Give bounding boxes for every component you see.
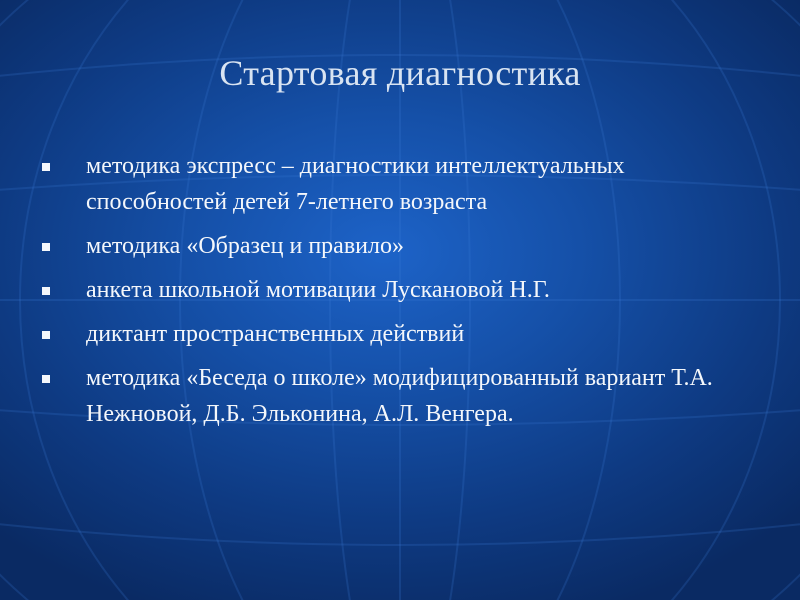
bullet-item bbox=[40, 228, 760, 264]
bullet-item bbox=[40, 360, 760, 432]
bullet-text: диктант пространственных действий bbox=[86, 321, 465, 347]
bullet-item bbox=[40, 316, 760, 352]
bullet-text: методика «Образец и правило» bbox=[86, 233, 404, 259]
square-bullet-icon bbox=[42, 375, 50, 383]
bullet-list bbox=[40, 148, 760, 440]
bullet-item bbox=[40, 148, 760, 220]
square-bullet-icon bbox=[42, 163, 50, 171]
bullet-item bbox=[40, 272, 760, 308]
bullet-text: методика «Беседа о школе» модифицированный вариант Т.А. Нежновой, Д.Б. Эльконина, А.Л. Венгера. bbox=[86, 365, 713, 427]
square-bullet-icon bbox=[42, 243, 50, 251]
bullet-text: анкета школьной мотивации Лускановой Н.Г. bbox=[86, 277, 550, 303]
square-bullet-icon bbox=[42, 287, 50, 295]
slide-title: Стартовая диагностика bbox=[219, 53, 581, 93]
bullet-text: методика экспресс – диагностики интеллектуальных способностей детей 7-летнего возраста bbox=[86, 153, 625, 215]
square-bullet-icon bbox=[42, 331, 50, 339]
